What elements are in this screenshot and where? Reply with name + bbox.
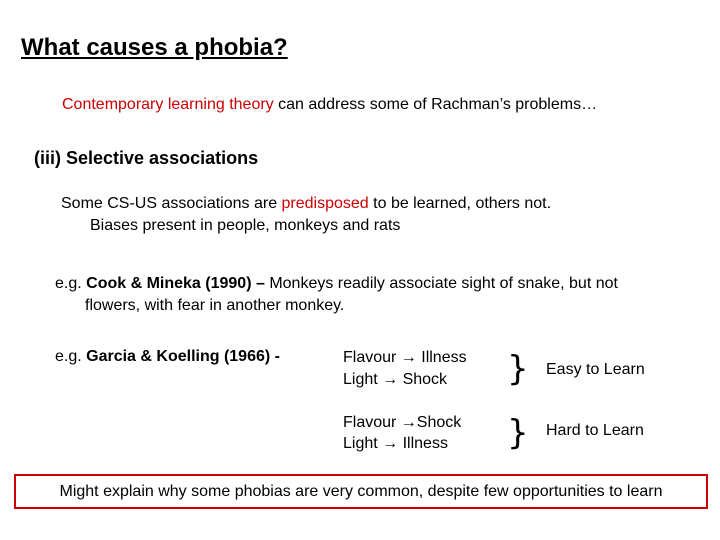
pairing-text: Flavour →Shock bbox=[343, 414, 462, 431]
example-2-label bbox=[55, 348, 280, 366]
intro-line bbox=[62, 96, 597, 114]
example-1-line-1 bbox=[55, 275, 618, 293]
pairing-text: Flavour → Illness bbox=[343, 349, 467, 366]
section-line-2: Biases present in people, monkeys and rats bbox=[90, 217, 401, 234]
easy-to-learn-label: Easy to Learn bbox=[546, 361, 645, 378]
example-1-line-2: flowers, with fear in another monkey. bbox=[85, 297, 345, 314]
section-line-1-post: to be learned, others not. bbox=[368, 195, 552, 212]
example-2-dash: - bbox=[270, 348, 280, 365]
example-1-citation: Cook & Mineka (1990) – bbox=[86, 275, 265, 292]
intro-rest: can address some of Rachman’s problems… bbox=[273, 96, 598, 113]
slide-title: What causes a phobia? bbox=[21, 34, 288, 61]
pairing-text: Light → Shock bbox=[343, 371, 448, 388]
pairing-text: Light → Illness bbox=[343, 435, 448, 452]
example-1-text-1: Monkeys readily associate sight of snake, but not bbox=[264, 275, 618, 292]
hard-to-learn-label: Hard to Learn bbox=[546, 422, 644, 439]
section-line-1 bbox=[61, 195, 551, 213]
section-line-1-highlight: predisposed bbox=[281, 195, 369, 212]
section-heading: (iii) Selective associations bbox=[34, 148, 259, 168]
intro-highlight: Contemporary learning theory bbox=[62, 96, 274, 113]
example-2-citation: Garcia & Koelling (1966) bbox=[86, 348, 271, 365]
conclusion-box: Might explain why some phobias are very common, despite few opportunities to learn bbox=[14, 474, 708, 509]
example-1-prefix: e.g. bbox=[55, 275, 87, 292]
section-line-1-pre: Some CS-US associations are bbox=[61, 195, 282, 212]
right-brace-icon: } bbox=[507, 413, 529, 453]
right-brace-icon: } bbox=[507, 349, 529, 389]
example-2-prefix: e.g. bbox=[55, 348, 87, 365]
